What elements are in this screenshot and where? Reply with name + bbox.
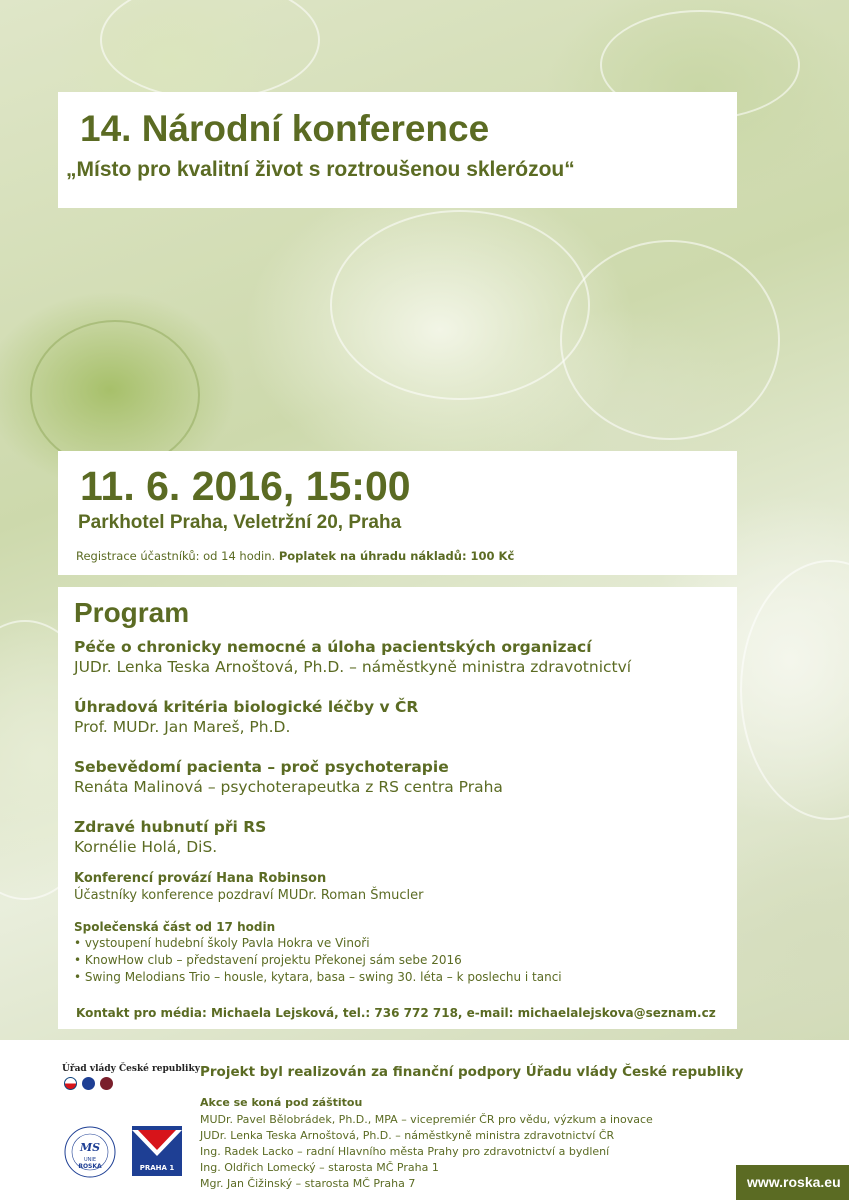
conference-subtitle: „Místo pro kvalitní život s roztroušenou sklerózou“	[66, 158, 575, 181]
unie-roska-logo	[60, 1124, 120, 1184]
czech-flag-icon	[64, 1077, 77, 1090]
program-box	[58, 587, 737, 1029]
talk-speaker: Renáta Malinová – psychoterapeutka z RS centra Praha	[74, 778, 503, 796]
website-link[interactable]: www.roska.eu	[747, 1174, 841, 1190]
registration-info	[76, 549, 514, 563]
talk-title: Sebevědomí pacienta – proč psychoterapie	[74, 758, 449, 776]
host-block	[74, 871, 424, 904]
program-talk	[74, 637, 631, 677]
host-title: Konferencí provází Hana Robinson	[74, 871, 327, 886]
praha-1-logo	[132, 1126, 182, 1176]
program-talk	[74, 817, 266, 857]
media-contact: Kontakt pro média: Michaela Lejsková, tel.: 736 772 718, e-mail: michaelalejskova@seznam.cz	[76, 1006, 716, 1020]
social-block	[74, 919, 562, 986]
talk-speaker: Prof. MUDr. Jan Mareš, Ph.D.	[74, 718, 291, 736]
patron-line: Mgr. Jan Čižinský – starosta MČ Praha 7	[200, 1177, 416, 1190]
patron-line: Ing. Radek Lacko – radní Hlavního města Prahy pro zdravotnictví a bydlení	[200, 1145, 610, 1158]
eu-flag-icon	[82, 1077, 95, 1090]
registration-fee: Poplatek na úhradu nákladů: 100 Kč	[278, 549, 515, 563]
program-heading: Program	[74, 597, 190, 628]
patron-line: Ing. Oldřich Lomecký – starosta MČ Praha 1	[200, 1161, 439, 1174]
flower-petal-decoration	[740, 560, 849, 820]
urad-vlady-logo-label: Úřad vlády České republiky	[62, 1064, 200, 1074]
program-talk	[74, 757, 503, 797]
patron-heading: Akce se koná pod záštitou	[200, 1096, 363, 1109]
info-icon	[100, 1077, 113, 1090]
footer	[0, 1040, 849, 1200]
praha-logo-text: PRAHA 1	[139, 1164, 175, 1172]
host-line: Účastníky konference pozdraví MUDr. Roman Šmucler	[74, 888, 424, 903]
social-title: Společenská část od 17 hodin	[74, 920, 276, 934]
social-item: • vystoupení hudební školy Pavla Hokra ve Vinoři	[74, 936, 370, 950]
date-box	[58, 451, 737, 575]
ms-logo-sub: UNIE	[83, 1157, 97, 1163]
social-item: • KnowHow club – představení projektu Překonej sám sebe 2016	[74, 953, 462, 967]
ms-logo-name: ROSKA	[78, 1163, 102, 1170]
patron-line: MUDr. Pavel Bělobrádek, Ph.D., MPA – vicepremiér ČR pro vědu, výzkum a inovace	[200, 1113, 653, 1126]
talk-speaker: Kornélie Holá, DiS.	[74, 838, 218, 856]
talk-title: Péče o chronicky nemocné a úloha pacientských organizací	[74, 638, 592, 656]
flower-petal-decoration	[560, 240, 780, 440]
website-badge[interactable]	[736, 1165, 849, 1200]
talk-title: Zdravé hubnutí při RS	[74, 818, 267, 836]
program-talk	[74, 697, 418, 737]
conference-title: 14. Národní konference	[80, 108, 490, 149]
event-date: 11. 6. 2016, 15:00	[80, 463, 411, 509]
support-statement: Projekt byl realizován za finanční podpory Úřadu vlády České republiky	[200, 1064, 744, 1080]
event-venue: Parkhotel Praha, Veletržní 20, Praha	[78, 512, 402, 533]
ms-logo-text: MS	[79, 1141, 101, 1154]
registration-time: Registrace účastníků: od 14 hodin.	[76, 549, 276, 563]
talk-title: Úhradová kritéria biologické léčby v ČR	[74, 698, 419, 716]
flower-petal-decoration	[100, 0, 320, 100]
flower-petal-decoration	[330, 210, 590, 400]
social-item: • Swing Melodians Trio – housle, kytara, basa – swing 30. léta – k poslechu i tanci	[74, 970, 562, 984]
patron-line: JUDr. Lenka Teska Arnoštová, Ph.D. – náměstkyně ministra zdravotnictví ČR	[200, 1129, 615, 1142]
title-box	[58, 92, 737, 208]
talk-speaker: JUDr. Lenka Teska Arnoštová, Ph.D. – náměstkyně ministra zdravotnictví	[74, 658, 632, 676]
flower-petal-decoration	[30, 320, 200, 470]
